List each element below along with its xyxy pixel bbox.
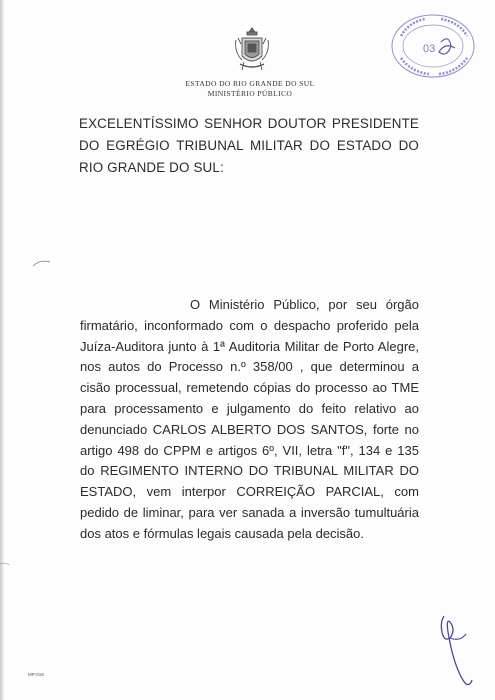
margin-mark: [32, 258, 52, 268]
stamp-page-number: 03: [423, 43, 436, 55]
handwritten-initial-signature: [436, 612, 476, 688]
petition-paragraph: [80, 295, 419, 545]
court-stamp-icon: [389, 12, 477, 80]
header-office-name: MINISTÉRIO PÚBLICO: [207, 89, 293, 98]
form-code: MP-018: [28, 672, 44, 677]
header-state-name: ESTADO DO RIO GRANDE DO SUL: [185, 79, 315, 88]
petition-paragraph-text: O Ministério Público, por seu órgão firmatário, inconformado com o despacho proferido pela Juíza-Auditora junto à 1ª Auditoria Militar de Porto Alegre, nos autos do Processo n.º 358/00 , que determinou a cisão processual, remetendo cópias do processo ao TME para processamento e julgamento do feito relativo ao denunciado CARLOS ALBERTO DOS SANTOS, forte no artigo 498 do CPPM e artigos 6º, VII, letra "f", 134 e 135 do REGIMENTO INTERNO DO TRIBUNAL MILITAR DO ESTADO, vem interpor CORREIÇÃO PARCIAL, com pedido de liminar, para ver sanada a inversão tumultuária dos atos e fórmulas legais causada pela decisão.: [80, 297, 419, 541]
address-heading: EXCELENTÍSSIMO SENHOR DOUTOR PRESIDENTE DO EGRÉGIO TRIBUNAL MILITAR DO ESTADO DO RIO GRANDE DO SUL:: [79, 116, 419, 175]
page-edge-shadow: [0, 0, 4, 700]
coat-of-arms-icon: [232, 26, 272, 74]
margin-mark-lower: [0, 560, 10, 568]
